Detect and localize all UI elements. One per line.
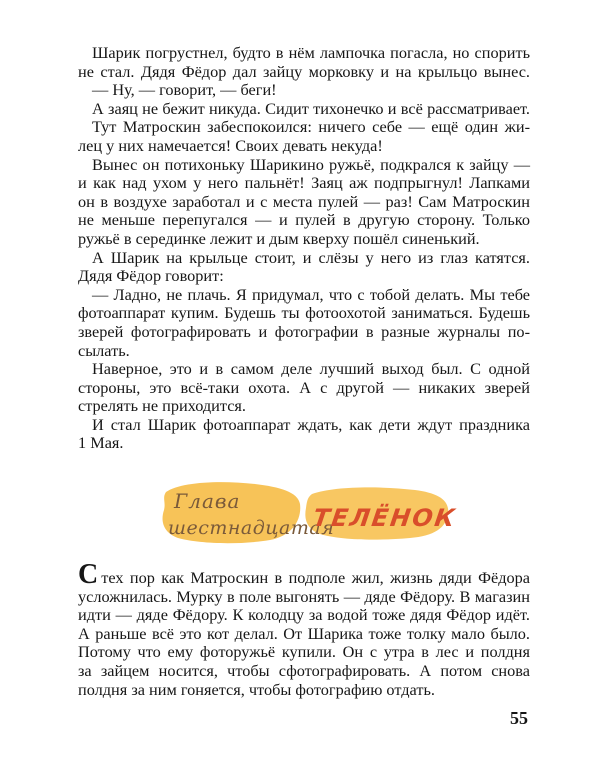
text-line: И стал Шарик фотоаппарат ждать, как дети ждут праздника (92, 414, 530, 434)
drop-cap: С (78, 559, 99, 590)
chapter-text-line: идти — дяде Фёдору. К колодцу за водой тоже дядя Фёдор идёт. (78, 605, 530, 625)
text-line: фотоаппарат купим. Будешь ты фотоохотой заниматься. Будешь (78, 303, 530, 323)
chapter-text-line: усложнилась. Мурку в поле выгонять — дяде Фёдору. В магазин (78, 586, 530, 606)
text-line: Шарик погрустнел, будто в нём лампочка погасла, но спорить (92, 43, 530, 62)
text-line: 1 Мая. (78, 433, 124, 453)
chapter-text-line: за зайцем носится, чтобы сфотографировать. А потом снова (78, 660, 530, 680)
chapter-text-line: А раньше всё это кот делал. От Шарика тоже толку мало было. (78, 623, 530, 643)
text-line: и как над ухом у него пальнёт! Заяц аж подпрыгнул! Лапками (78, 173, 530, 193)
text-line: А Шарик на крыльце стоит, и слёзы у него из глаз катятся. (92, 247, 530, 267)
text-line: лец у них намечается! Своих девать некуда! (78, 135, 383, 155)
chapter-heading-graphic (160, 470, 460, 560)
text-line: стрелять не приходится. (78, 396, 246, 416)
text-line: Дядя Фёдор говорит: (78, 266, 224, 286)
chapter-last-line: полдня за ним гоняется, чтобы фотографию отдать. (78, 679, 435, 699)
main-text (78, 44, 530, 453)
text-line: он в воздухе заработал и с места пулей — раз! Сам Матроскин (78, 191, 530, 211)
chapter-first-line (78, 559, 530, 590)
text-line: — Ладно, не плачь. Я придумал, что с тобой делать. Мы тебе (92, 284, 530, 304)
chapter-label-number: шестнадцатая (168, 517, 335, 539)
text-line: не стал. Дядя Фёдор дал зайцу морковку и на крыльцо вынес. (78, 61, 530, 81)
chapter-label-glava: Глава (174, 489, 241, 513)
chapter-title: ТЕЛЁНОК (311, 504, 459, 532)
text-line: ружьё в серединке лежит и дым кверху пошёл синенький. (78, 228, 480, 248)
chapter-first-line-text: тех пор как Матроскин в подполе жил, жизнь дяди Фёдора (101, 568, 530, 587)
page-number: 55 (510, 708, 528, 728)
text-line: — Ну, — говорит, — беги! (92, 80, 277, 100)
text-line: стороны, это всё-таки охота. А с другой — никаких зверей (78, 377, 530, 397)
text-line: Наверное, это и в самом деле лучший выход был. С одной (92, 359, 530, 379)
text-line: Вынес он потихоньку Шарикино ружьё, подкрался к зайцу — (92, 154, 530, 174)
text-line: А заяц не бежит никуда. Сидит тихонечко и всё рассматривает. (92, 98, 530, 118)
text-line: сылать. (78, 340, 130, 360)
text-line: Тут Матроскин забеспокоился: ничего себе — ещё один жи- (92, 117, 530, 137)
chapter-text-line: Потому что ему фоторужьё купили. Он с утра в лес и полдня (78, 642, 530, 662)
chapter-heading (160, 470, 460, 560)
chapter-text (78, 559, 530, 699)
text-line: зверей фотографировать и фотографии в разные журналы по- (78, 321, 530, 341)
text-line: не меньше перепугался — и пулей в другую сторону. Только (78, 210, 530, 230)
